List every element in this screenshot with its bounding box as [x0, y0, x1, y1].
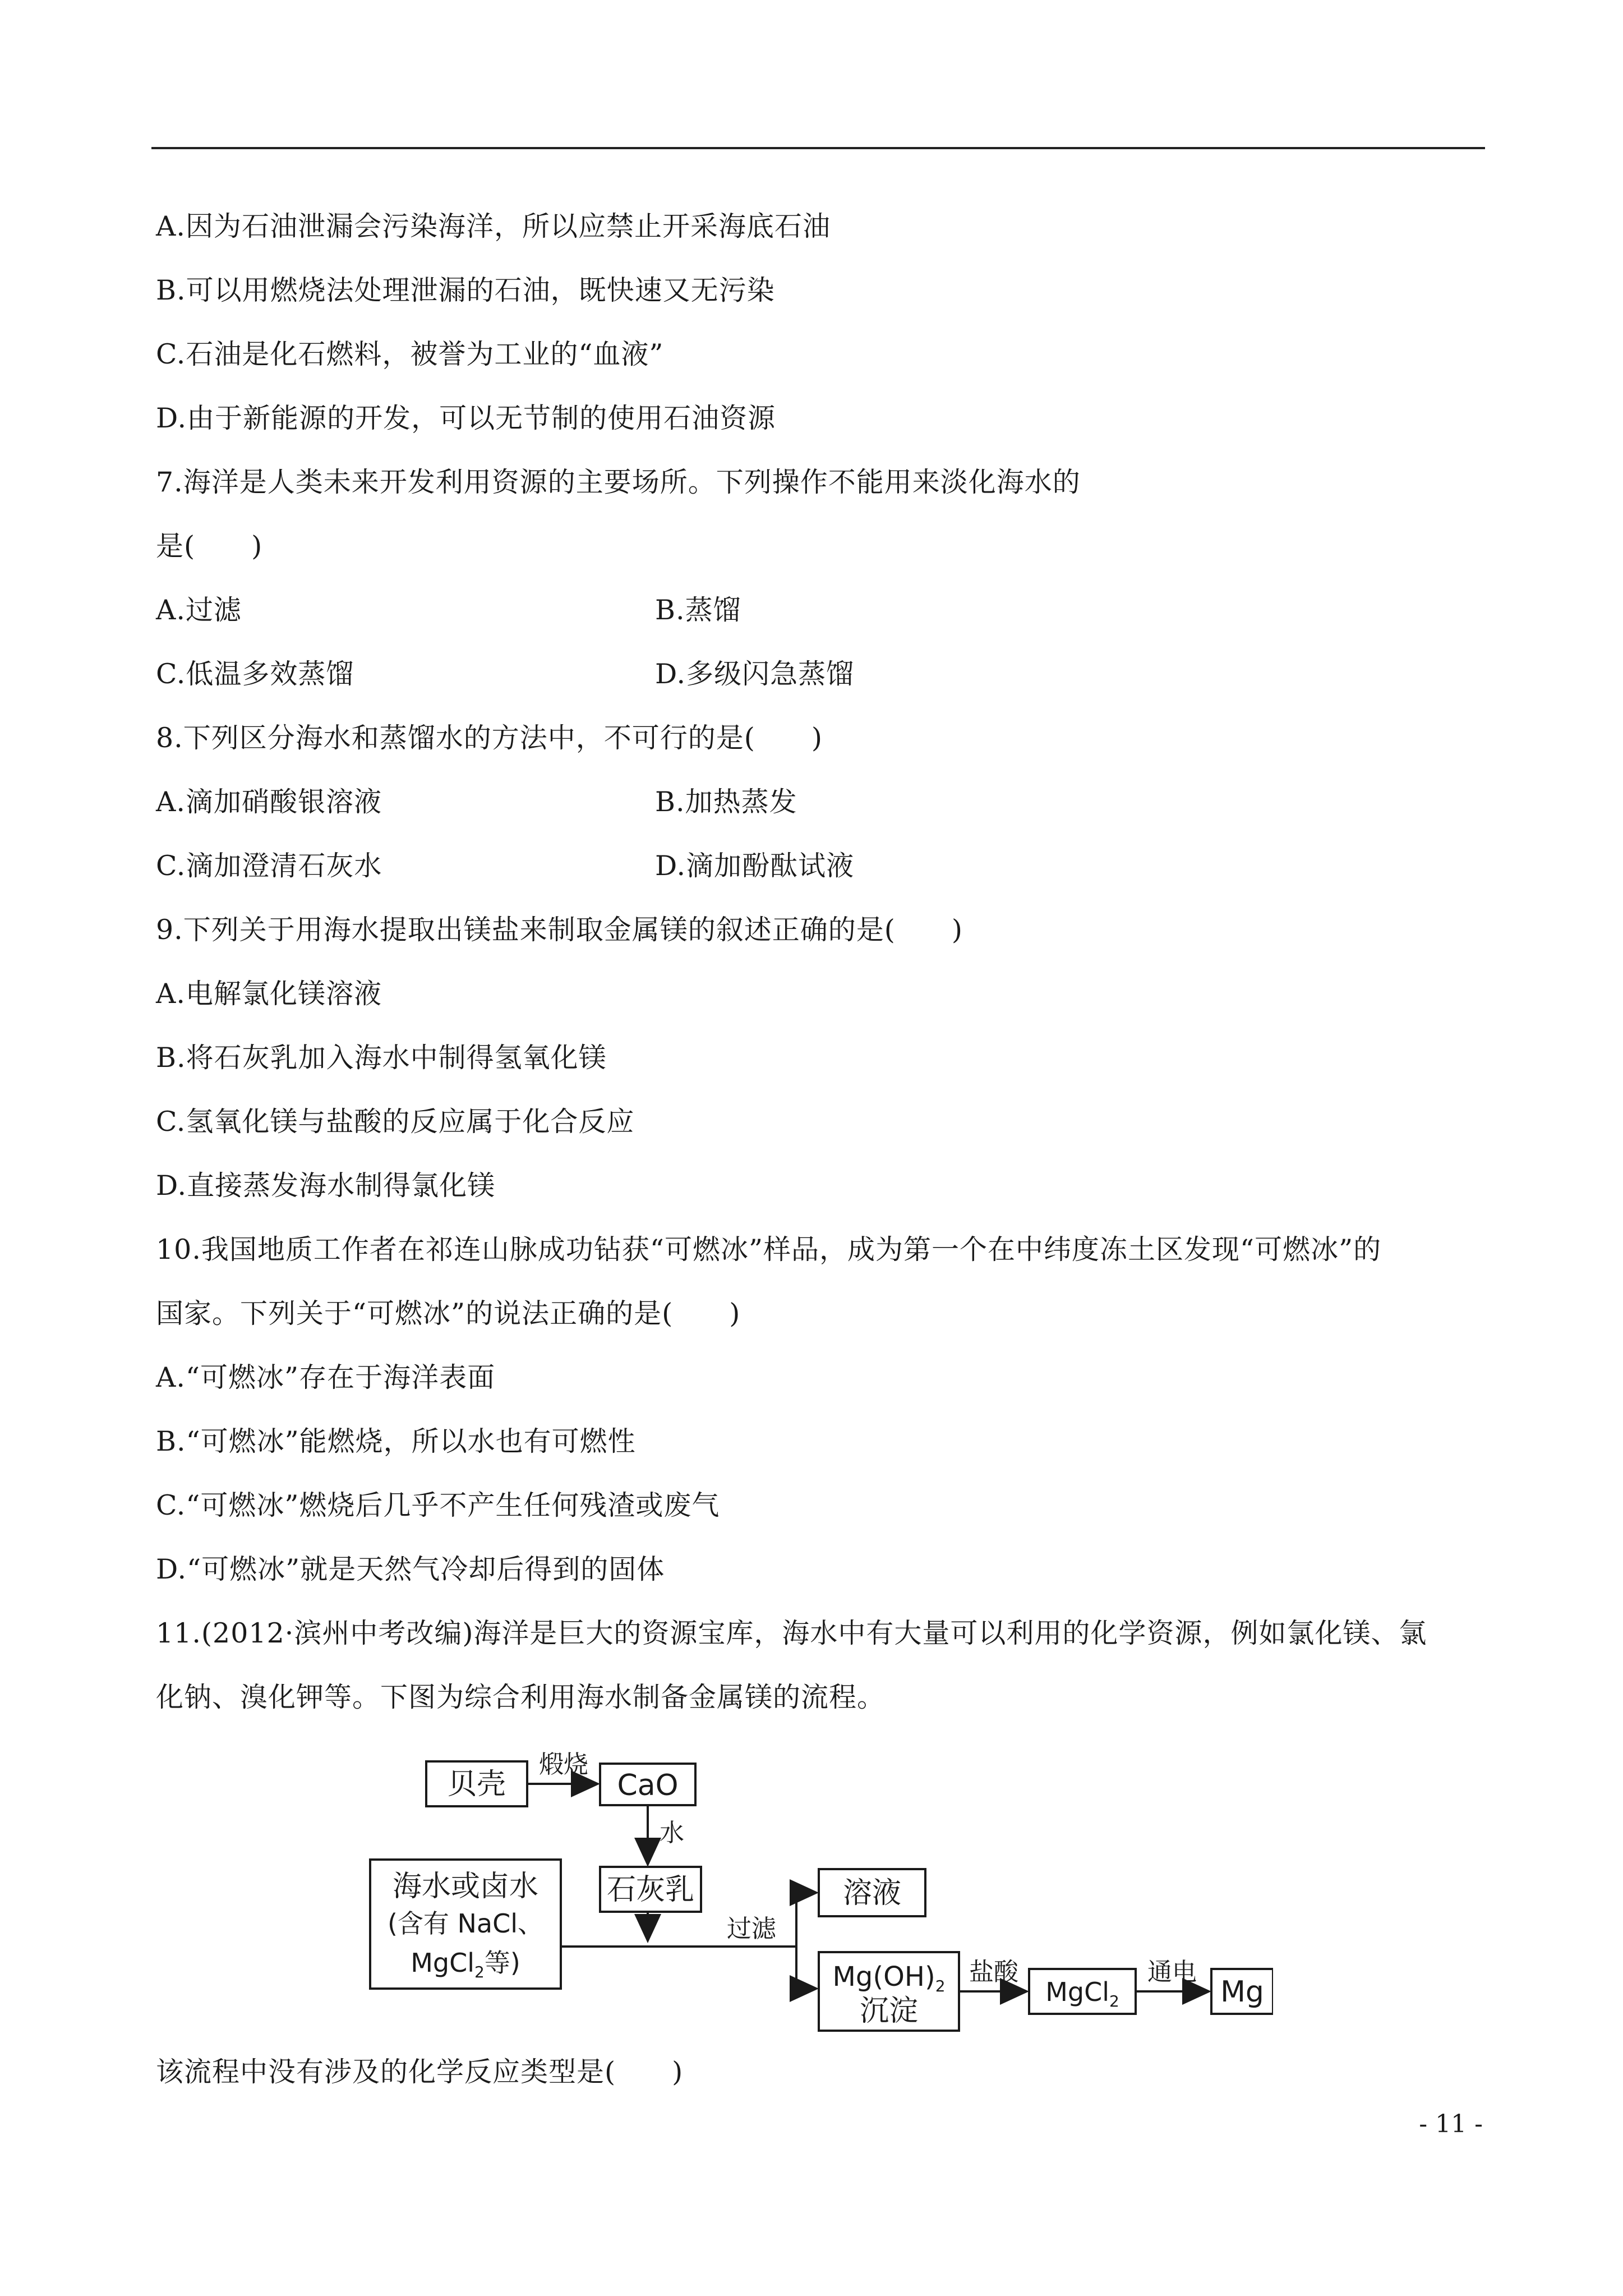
- mgcl2-label: MgCl$_2$: [1045, 1977, 1119, 2010]
- q6-option-c: C.石油是化石燃料，被誉为工业的“血液”: [156, 338, 664, 370]
- q7-stem-continued: 是( ): [156, 530, 263, 562]
- solution-label: 溶液: [842, 1876, 902, 1910]
- q8-options-row1: [156, 785, 797, 819]
- q9-option-c: C.氢氧化镁与盐酸的反应属于化合反应: [156, 1106, 635, 1138]
- shell-label: 贝壳: [447, 1768, 506, 1801]
- q7-option-b: B.蒸馏: [655, 594, 741, 626]
- lime-milk-label: 石灰乳: [606, 1873, 695, 1907]
- q8-option-a: A.滴加硝酸银溶液: [156, 786, 382, 818]
- q10-stem: 10.我国地质工作者在祁连山脉成功钻获“可燃冰”样品，成为第一个在中纬度冻土区发现“可燃冰”的: [156, 1234, 1382, 1266]
- q8-option-c: C.滴加澄清石灰水: [156, 850, 382, 882]
- q7-option-a: A.过滤: [156, 594, 242, 626]
- filter-label: 过滤: [727, 1915, 776, 1943]
- q6-option-b: B.可以用燃烧法处理泄漏的石油，既快速又无污染: [156, 274, 775, 306]
- q9-option-b: B.将石灰乳加入海水中制得氢氧化镁: [156, 1042, 607, 1074]
- seawater-label-2: (含有 NaCl、: [387, 1908, 544, 1939]
- mgoh2-label: $Mg(OH)_2$: [832, 1961, 946, 1995]
- q6-option-d: D.由于新能源的开发，可以无节制的使用石油资源: [156, 402, 776, 434]
- q10-option-d: D.“可燃冰”就是天然气冷却后得到的固体: [156, 1553, 665, 1585]
- q10-stem-continued: 国家。下列关于“可燃冰”的说法正确的是( ): [156, 1297, 741, 1329]
- electrolysis-label: 通电: [1147, 1958, 1197, 1986]
- q10-option-a: A.“可燃冰”存在于海洋表面: [156, 1361, 496, 1393]
- q10-option-c: C.“可燃冰”燃烧后几乎不产生任何残渣或废气: [156, 1489, 720, 1521]
- q8-stem: 8.下列区分海水和蒸馏水的方法中，不可行的是( ): [156, 722, 823, 754]
- q6-option-a: A.因为石油泄漏会污染海洋，所以应禁止开采海底石油: [156, 210, 831, 242]
- q7-options-row2: [156, 657, 855, 691]
- q8-options-row2: [156, 849, 855, 883]
- precipitate-label: 沉淀: [859, 1994, 919, 2028]
- water-label: 水: [660, 1819, 684, 1847]
- q10-option-b: B.“可燃冰”能燃烧，所以水也有可燃性: [156, 1425, 636, 1457]
- q7-stem: 7.海洋是人类未来开发利用资源的主要场所。下列操作不能用来淡化海水的: [156, 466, 1081, 498]
- q9-stem: 9.下列关于用海水提取出镁盐来制取金属镁的叙述正确的是( ): [156, 914, 963, 946]
- q8-option-b: B.加热蒸发: [655, 786, 797, 818]
- q11-stem: 11.(2012·滨州中考改编)海洋是巨大的资源宝库，海水中有大量可以利用的化学资源，例如氯化镁、氯: [156, 1617, 1427, 1649]
- cao-label: CaO: [617, 1769, 679, 1802]
- mg-label: Mg: [1220, 1975, 1264, 2009]
- q7-option-c: C.低温多效蒸馏: [156, 658, 354, 690]
- q9-option-a: A.电解氯化镁溶液: [156, 978, 382, 1010]
- magnesium-process-flowchart: [365, 1745, 1273, 2036]
- q7-option-d: D.多级闪急蒸馏: [655, 658, 855, 690]
- seawater-label-1: 海水或卤水: [392, 1870, 539, 1903]
- header-rule: [151, 147, 1485, 149]
- hcl-label: 盐酸: [969, 1958, 1018, 1986]
- q9-option-d: D.直接蒸发海水制得氯化镁: [156, 1170, 496, 1202]
- q8-option-d: D.滴加酚酞试液: [655, 850, 855, 882]
- page-number: - 11 -: [1419, 2110, 1483, 2138]
- calcine-label: 煅烧: [539, 1750, 588, 1779]
- q11-stem-continued: 化钠、溴化钾等。下图为综合利用海水制备金属镁的流程。: [156, 1681, 886, 1713]
- q7-options-row1: [156, 593, 741, 627]
- q11-question: 该流程中没有涉及的化学反应类型是( ): [156, 2056, 684, 2088]
- seawater-label-3: MgCl$_2$等): [411, 1948, 520, 1981]
